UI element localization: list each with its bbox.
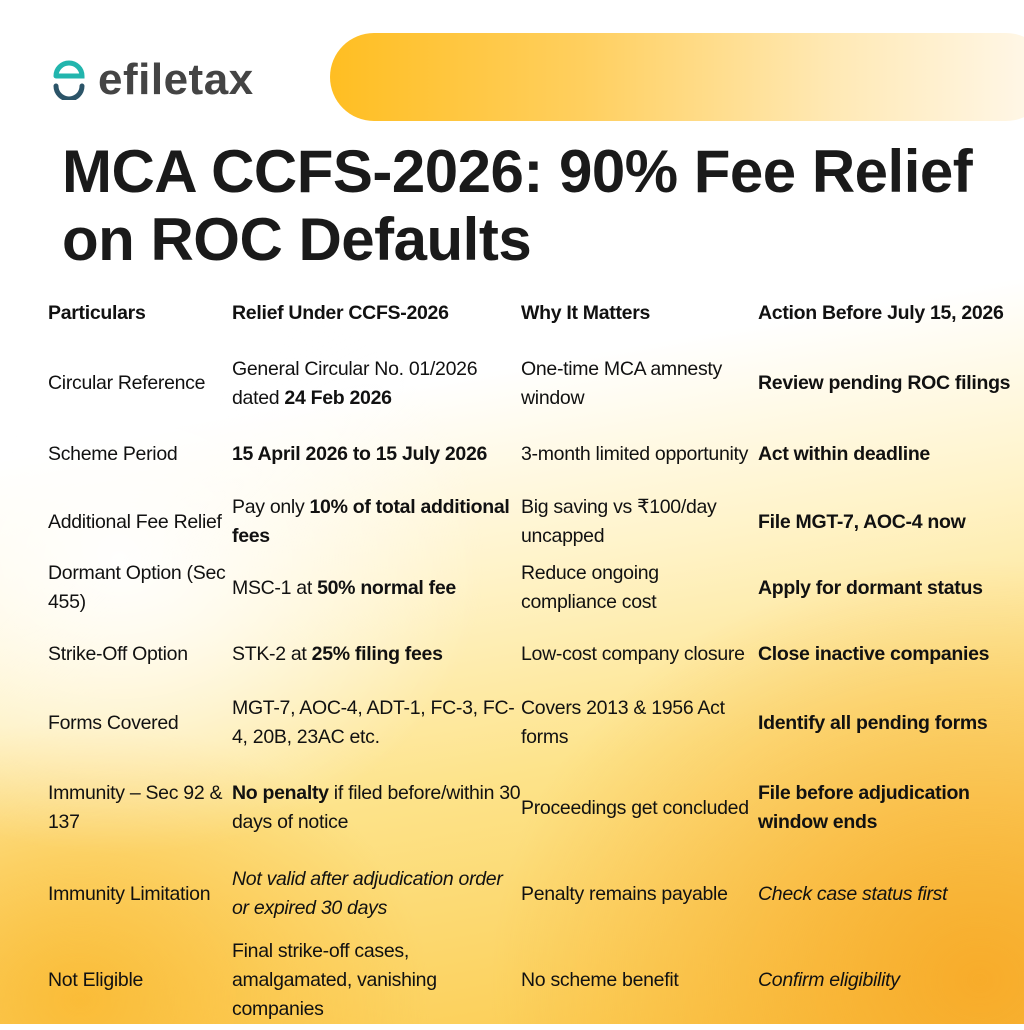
page-title: MCA CCFS-2026: 90% Fee Relief on ROC Defaults <box>62 138 973 273</box>
table-cell <box>521 758 758 858</box>
table-cell <box>48 419 232 489</box>
cell-text: General Circular No. 01/2026 dated <box>232 357 478 409</box>
cell-text: Confirm eligibility <box>758 968 900 991</box>
table-row <box>48 348 1018 419</box>
cell-text: No scheme benefit <box>521 968 679 991</box>
table-cell <box>521 419 758 489</box>
table-cell <box>521 489 758 555</box>
cell-text: 15 April 2026 to 15 July 2026 <box>232 442 488 465</box>
table-cell <box>48 555 232 621</box>
table-cell <box>758 858 1018 930</box>
cell-text: Apply for dormant status <box>758 576 983 599</box>
cell-text: Additional Fee Relief <box>48 510 222 533</box>
table-cell <box>758 758 1018 858</box>
cell-text: Penalty remains payable <box>521 882 728 905</box>
table-cell <box>758 555 1018 621</box>
table-cell <box>232 489 521 555</box>
table-cell <box>758 348 1018 419</box>
cell-text: if filed before/within 30 days of notice <box>232 782 521 833</box>
cell-text: Forms Covered <box>48 711 179 734</box>
ccfs-table <box>48 278 1018 1030</box>
cell-text: 3-month limited opportunity <box>521 442 749 465</box>
table-header-row <box>48 278 1018 348</box>
cell-text: Circular Reference <box>48 372 206 394</box>
efiletax-logo-icon <box>52 60 86 100</box>
column-header: Action Before July 15, 2026 <box>758 301 1004 324</box>
cell-text: Not Eligible <box>48 968 144 991</box>
table-cell <box>48 489 232 555</box>
cell-text: Low-cost company closure <box>521 643 745 665</box>
table-cell <box>758 688 1018 758</box>
cell-text: Strike-Off Option <box>48 643 188 665</box>
cell-text: Scheme Period <box>48 442 178 465</box>
column-header: Why It Matters <box>521 301 651 324</box>
table-cell <box>48 348 232 419</box>
table-cell <box>232 555 521 621</box>
table-cell <box>758 621 1018 688</box>
cell-text: STK-2 at <box>232 643 312 665</box>
cell-text: Pay only <box>232 496 310 518</box>
table-cell <box>232 419 521 489</box>
table-cell <box>48 758 232 858</box>
decorative-banner-pill <box>330 33 1024 121</box>
table-cell <box>232 688 521 758</box>
cell-text: 25% filing fees <box>311 643 443 665</box>
cell-text: Final strike-off cases, amalgamated, vanishing companies <box>232 939 437 1020</box>
brand-logo <box>52 55 254 105</box>
table-row <box>48 555 1018 621</box>
cell-text: MSC-1 at <box>232 576 318 599</box>
table-row <box>48 688 1018 758</box>
cell-text: Not valid after adjudication order or expired 30 days <box>232 868 503 919</box>
table-cell <box>521 688 758 758</box>
cell-text: Close inactive companies <box>758 643 990 665</box>
cell-text: Proceedings get concluded <box>521 796 749 819</box>
table-cell <box>232 621 521 688</box>
cell-text: MGT-7, AOC-4, ADT-1, FC-3, FC-4, 20B, 23AC etc. <box>232 697 515 748</box>
table-cell <box>758 930 1018 1030</box>
cell-text: Immunity – Sec 92 & 137 <box>48 782 223 833</box>
table-cell <box>521 930 758 1030</box>
cell-text: File before adjudication window ends <box>758 782 970 833</box>
cell-text: Review pending ROC filings <box>758 372 1011 394</box>
table-cell <box>48 930 232 1030</box>
table-row <box>48 930 1018 1030</box>
cell-text: 10% of total additional fees <box>232 496 510 547</box>
table-row <box>48 419 1018 489</box>
cell-text: Reduce ongoing compliance cost <box>521 562 659 613</box>
table-cell <box>232 858 521 930</box>
cell-text: Big saving vs ₹100/day uncapped <box>521 496 717 547</box>
table-row <box>48 621 1018 688</box>
cell-text: Covers 2013 & 1956 Act forms <box>521 697 725 748</box>
table-cell <box>48 858 232 930</box>
table-cell <box>48 621 232 688</box>
table-cell <box>232 930 521 1030</box>
column-header: Relief Under CCFS-2026 <box>232 301 449 324</box>
table-cell <box>521 348 758 419</box>
table-row <box>48 858 1018 930</box>
cell-text: No penalty <box>232 782 329 804</box>
cell-text: Act within deadline <box>758 442 930 465</box>
cell-text: Immunity Limitation <box>48 882 211 905</box>
table-cell <box>521 555 758 621</box>
brand-name: efiletax <box>98 55 254 104</box>
table-cell <box>521 858 758 930</box>
cell-text: One-time MCA amnesty window <box>521 357 722 409</box>
table-cell <box>232 348 521 419</box>
table-cell <box>758 419 1018 489</box>
cell-text: File MGT-7, AOC-4 now <box>758 510 966 533</box>
table-row <box>48 758 1018 858</box>
cell-text: Check case status first <box>758 882 948 905</box>
table-cell <box>758 489 1018 555</box>
table-row <box>48 489 1018 555</box>
table-cell <box>232 758 521 858</box>
table-cell <box>48 688 232 758</box>
cell-text: Dormant Option (Sec 455) <box>48 562 226 613</box>
column-header: Particulars <box>48 301 146 324</box>
table-cell <box>521 621 758 688</box>
cell-text: 50% normal fee <box>317 576 456 599</box>
cell-text: 24 Feb 2026 <box>284 386 392 409</box>
cell-text: Identify all pending forms <box>758 711 988 734</box>
